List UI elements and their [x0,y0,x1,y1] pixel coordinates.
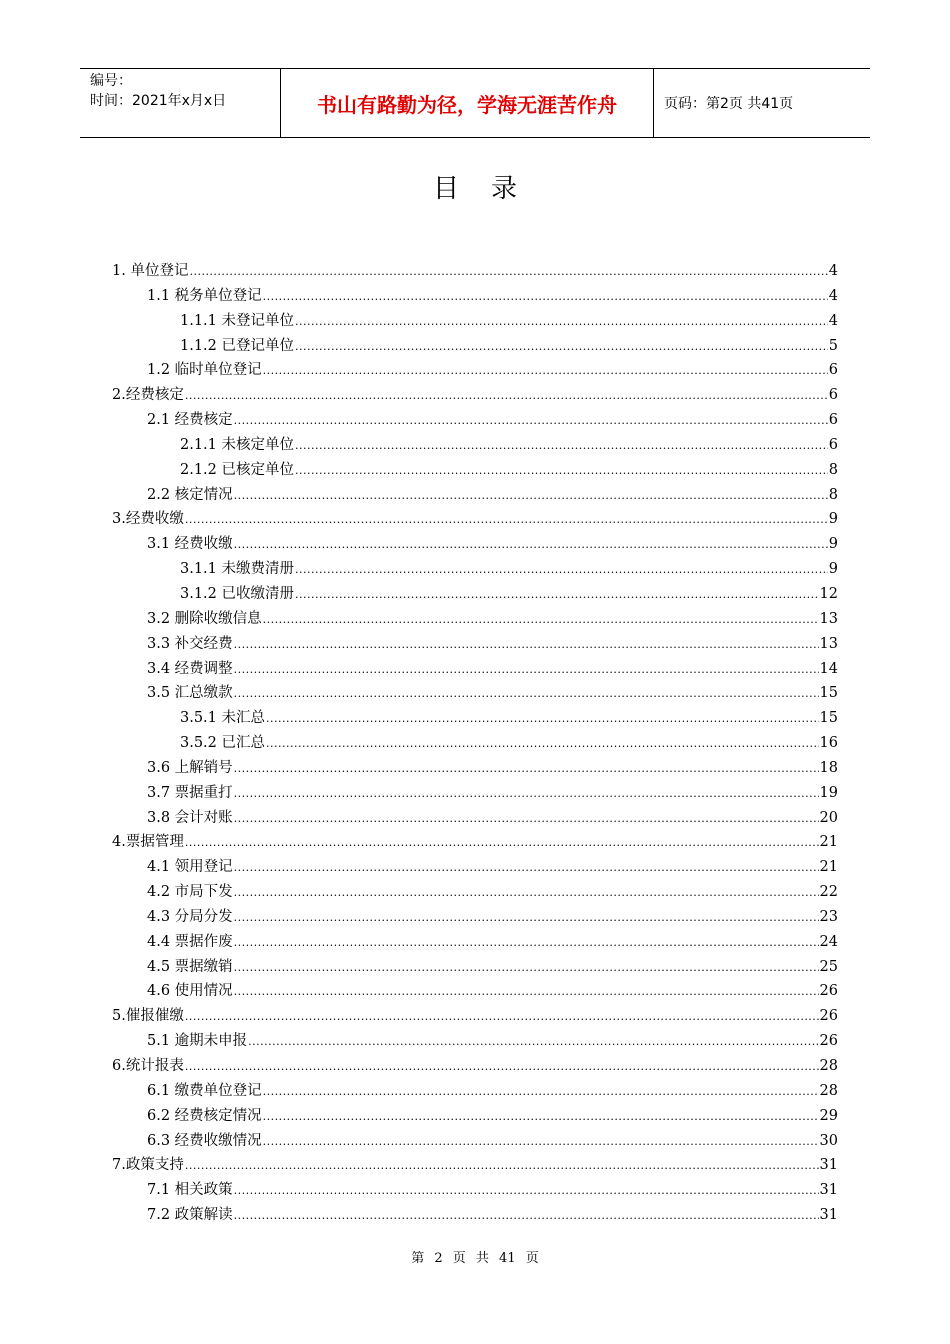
toc-dot-leader [185,1060,819,1073]
toc-dot-leader [234,886,819,899]
toc-dot-leader [234,1184,819,1197]
toc-dot-leader [234,936,819,949]
toc-entry-label: 4.3 分局分发 [147,908,233,925]
toc-entry[interactable] [112,1029,838,1054]
toc-dot-leader [234,762,819,775]
toc-entry-page-number: 28 [819,1058,838,1074]
toc-entry-label: 2.1.1 未核定单位 [180,436,295,453]
toc-entry[interactable] [112,408,838,433]
toc-entry[interactable] [112,1079,838,1104]
toc-entry-page-number: 9 [828,536,838,553]
toc-entry-label: 3.7 票据重打 [147,784,233,801]
toc-entry[interactable] [112,433,838,458]
toc-entry-label: 3.5.2 已汇总 [180,735,266,752]
toc-entry-label: 2.经费核定 [112,387,184,404]
toc-entry[interactable] [112,1104,838,1129]
toc-entry-label: 1.1 税务单位登记 [147,287,262,304]
toc-entry-label: 6.3 经费收缴情况 [147,1132,262,1149]
toc-entry-label: 7.政策支持 [112,1157,184,1174]
toc-dot-leader [185,389,828,402]
toc-entry[interactable] [112,334,838,359]
toc-entry[interactable] [112,383,838,408]
toc-entry[interactable] [112,458,838,483]
toc-entry[interactable] [112,756,838,781]
toc-entry[interactable] [112,532,838,557]
toc-entry[interactable] [112,1004,838,1029]
toc-dot-leader [234,414,828,427]
header-meta [80,69,281,137]
toc-entry-label: 5.催报催缴 [112,1008,184,1025]
toc-entry[interactable] [112,1178,838,1203]
toc-dot-leader [234,861,819,874]
toc-entry[interactable] [112,1203,838,1228]
toc-dot-leader [234,812,819,825]
toc-entry-page-number: 9 [828,511,838,528]
toc-dot-leader [295,340,828,353]
toc-entry-label: 6.2 经费核定情况 [147,1107,262,1124]
code-label: 编号： [90,73,132,89]
toc-entry-label: 4.票据管理 [112,834,184,851]
toc-entry-label: 3.6 上解销号 [147,759,233,776]
toc-dot-leader [185,836,819,849]
toc-entry[interactable] [112,830,838,855]
toc-entry-page-number: 21 [819,834,838,851]
toc-entry-page-number: 15 [819,710,838,727]
toc-entry[interactable] [112,1054,838,1079]
toc-entry-label: 7.1 相关政策 [147,1182,233,1199]
toc-entry-page-number: 5 [828,337,838,354]
toc-dot-leader [263,613,819,626]
toc-entry[interactable] [112,557,838,582]
toc-entry-label: 4.6 使用情况 [147,983,233,1000]
toc-entry-page-number: 13 [819,610,838,627]
toc-entry-page-number: 9 [828,561,838,578]
toc-entry[interactable] [112,607,838,632]
toc-entry[interactable] [112,681,838,706]
toc-entry-label: 5.1 逾期未申报 [147,1033,248,1050]
toc-entry[interactable] [112,806,838,831]
toc-entry[interactable] [112,657,838,682]
toc-entry-label: 3.2 删除收缴信息 [147,610,262,627]
toc-dot-leader [234,663,819,676]
toc-dot-leader [295,588,819,601]
toc-dot-leader [263,1135,819,1148]
toc-entry-page-number: 6 [828,362,838,379]
toc-entry-page-number: 4 [828,263,838,279]
toc-entry-label: 1.1.2 已登记单位 [180,337,295,354]
toc-entry-label: 1.1.1 未登记单位 [180,312,295,329]
toc-entry-label: 2.1 经费核定 [147,412,233,429]
toc-entry-page-number: 30 [819,1132,838,1149]
toc-entry-page-number: 4 [828,287,838,304]
toc-dot-leader [263,364,828,377]
toc-title: 目录 [432,174,549,204]
toc-entry-page-number: 16 [819,735,838,752]
page-footer: 第 2 页 共 41 页 [411,1251,539,1266]
toc-entry-page-number: 29 [819,1107,838,1124]
table-of-contents [112,259,838,1228]
toc-entry-page-number: 19 [819,784,838,801]
toc-entry-label: 4.2 市局下发 [147,884,233,901]
time-label: 时间：2021年x月x日 [90,93,227,109]
toc-entry[interactable] [112,979,838,1004]
toc-dot-leader [185,1159,819,1172]
toc-entry-label: 3.4 经费调整 [147,660,233,677]
toc-entry-page-number: 26 [819,1008,838,1025]
toc-entry-page-number: 31 [819,1207,838,1224]
toc-entry-label: 4.4 票据作废 [147,933,233,950]
toc-dot-leader [295,563,828,576]
toc-entry-page-number: 31 [819,1157,838,1174]
toc-entry[interactable] [112,284,838,309]
toc-dot-leader [185,1010,819,1023]
toc-entry[interactable] [112,582,838,607]
toc-dot-leader [234,787,819,800]
toc-entry[interactable] [112,309,838,334]
toc-entry-label: 3.3 补交经费 [147,635,233,652]
header-slogan: 书山有路勤为径，学海无涯苦作舟 [281,69,654,137]
toc-dot-leader [189,265,827,278]
toc-entry-page-number: 20 [819,809,838,826]
toc-entry-label: 3.1.1 未缴费清册 [180,561,295,578]
toc-dot-leader [266,737,819,750]
toc-entry[interactable] [112,731,838,756]
toc-dot-leader [263,1085,819,1098]
toc-dot-leader [234,985,819,998]
toc-dot-leader [234,1209,819,1222]
header-page-info: 页码：第2页 共41页 [664,96,794,112]
toc-dot-leader [234,638,819,651]
toc-dot-leader [234,961,819,974]
toc-entry-page-number: 25 [819,958,838,975]
toc-entry-page-number: 12 [819,585,838,602]
toc-entry-page-number: 6 [828,412,838,429]
toc-entry[interactable] [112,880,838,905]
toc-dot-leader [266,712,819,725]
toc-entry-label: 3.8 会计对账 [147,809,233,826]
toc-entry-label: 3.1.2 已收缴清册 [180,585,295,602]
toc-dot-leader [263,290,828,303]
toc-dot-leader [295,315,828,328]
toc-entry[interactable] [112,483,838,508]
toc-entry-label: 3.经费收缴 [112,511,184,528]
toc-entry-page-number: 31 [819,1182,838,1199]
toc-entry-label: 7.2 政策解读 [147,1207,233,1224]
toc-entry[interactable] [112,855,838,880]
toc-entry-page-number: 8 [828,486,838,503]
toc-entry-label: 3.5 汇总缴款 [147,685,233,702]
toc-dot-leader [295,439,828,452]
toc-entry-label: 3.1 经费收缴 [147,536,233,553]
toc-entry[interactable] [112,905,838,930]
toc-entry-label: 4.1 领用登记 [147,859,233,876]
toc-dot-leader [234,489,828,502]
toc-entry-page-number: 13 [819,635,838,652]
page-header [80,68,870,138]
toc-entry-page-number: 8 [828,461,838,478]
toc-entry-page-number: 21 [819,859,838,876]
toc-entry-page-number: 28 [819,1082,838,1099]
toc-dot-leader [263,1110,819,1123]
toc-entry[interactable] [112,706,838,731]
toc-entry-page-number: 4 [828,312,838,329]
toc-entry[interactable] [112,632,838,657]
toc-entry[interactable] [112,259,838,284]
toc-dot-leader [234,911,819,924]
toc-entry-page-number: 6 [828,436,838,453]
toc-entry[interactable] [112,1129,838,1154]
toc-entry-label: 3.5.1 未汇总 [180,710,266,727]
toc-dot-leader [248,1035,818,1048]
toc-entry-label: 1.2 临时单位登记 [147,362,262,379]
toc-entry-page-number: 22 [819,884,838,901]
toc-dot-leader [234,538,828,551]
toc-entry-label: 1. 单位登记 [112,263,189,279]
toc-entry-page-number: 6 [828,387,838,404]
toc-entry[interactable] [112,358,838,383]
toc-entry-page-number: 26 [819,1033,838,1050]
toc-entry-page-number: 26 [819,983,838,1000]
toc-entry-label: 6.1 缴费单位登记 [147,1082,262,1099]
toc-dot-leader [295,464,828,477]
toc-dot-leader [185,513,828,526]
toc-entry-label: 4.5 票据缴销 [147,958,233,975]
toc-entry[interactable] [112,955,838,980]
toc-entry-label: 2.2 核定情况 [147,486,233,503]
toc-entry[interactable] [112,507,838,532]
toc-entry-page-number: 18 [819,759,838,776]
toc-entry[interactable] [112,781,838,806]
toc-entry[interactable] [112,930,838,955]
toc-entry-page-number: 15 [819,685,838,702]
toc-dot-leader [234,687,819,700]
toc-entry-page-number: 14 [819,660,838,677]
toc-entry-label: 2.1.2 已核定单位 [180,461,295,478]
toc-entry-page-number: 23 [819,908,838,925]
toc-entry-label: 6.统计报表 [112,1058,184,1074]
toc-entry[interactable] [112,1153,838,1178]
toc-entry-page-number: 24 [819,933,838,950]
